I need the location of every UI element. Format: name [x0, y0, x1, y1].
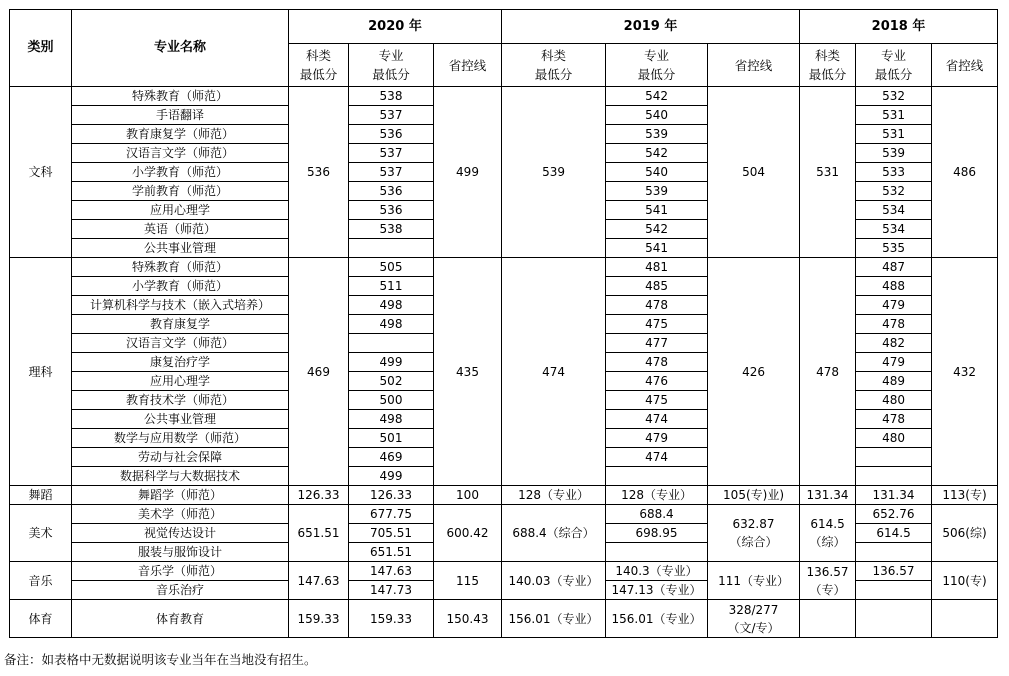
- major-name: 教育康复学: [72, 315, 289, 334]
- score-m2018: [856, 600, 932, 638]
- header-control-line-2019: 省控线: [708, 44, 800, 87]
- major-min-2019: 147.13（专业）: [606, 581, 708, 600]
- category-wenke: 文科: [10, 87, 72, 258]
- major-name: 公共事业管理: [72, 410, 289, 429]
- major-name: 应用心理学: [72, 201, 289, 220]
- major-name: 音乐学（师范）: [72, 562, 289, 581]
- major-min-2020: 147.63: [349, 562, 434, 581]
- major-min-2020: 651.51: [349, 543, 434, 562]
- score-c2019: 128（专业）: [502, 486, 606, 505]
- major-min-2020: 511: [349, 277, 434, 296]
- major-min-2019: 541: [606, 239, 708, 258]
- major-name: 特殊教育（师范）: [72, 87, 289, 106]
- major-name: 教育康复学（师范）: [72, 125, 289, 144]
- major-min-2020: 536: [349, 182, 434, 201]
- major-min-2018: 479: [856, 353, 932, 372]
- major-min-2019: 540: [606, 163, 708, 182]
- category-pe: 体育: [10, 600, 72, 638]
- major-min-2019: 542: [606, 87, 708, 106]
- major-min-2019: 478: [606, 296, 708, 315]
- major-min-2020: 538: [349, 87, 434, 106]
- header-control-line-2020: 省控线: [434, 44, 502, 87]
- score-k2018: 113(专): [932, 486, 998, 505]
- category-min-2019: 688.4（综合）: [502, 505, 606, 562]
- major-min-2020: 469: [349, 448, 434, 467]
- major-min-2019: 479: [606, 429, 708, 448]
- category-min-2018: 478: [800, 258, 856, 486]
- major-min-2019: 476: [606, 372, 708, 391]
- major-min-2018: 487: [856, 258, 932, 277]
- major-name: 劳动与社会保障: [72, 448, 289, 467]
- major-name: 特殊教育（师范）: [72, 258, 289, 277]
- major-min-2019: 477: [606, 334, 708, 353]
- major-min-2018: [856, 581, 932, 600]
- score-k2019: 328/277 （文/专）: [708, 600, 800, 638]
- major-min-2020: 538: [349, 220, 434, 239]
- major-min-2018: 531: [856, 125, 932, 144]
- major-min-2018: 482: [856, 334, 932, 353]
- major-min-2018: 534: [856, 220, 932, 239]
- control-line-2018: 432: [932, 258, 998, 486]
- category-min-2019: 474: [502, 258, 606, 486]
- footnote: 备注：如表格中无数据说明该专业当年在当地没有招生。: [4, 652, 317, 667]
- major-min-2020: 500: [349, 391, 434, 410]
- header-major-min-2018: 专业 最低分: [856, 44, 932, 87]
- major-min-2019: 475: [606, 391, 708, 410]
- major-min-2018: 535: [856, 239, 932, 258]
- score-c2018: 131.34: [800, 486, 856, 505]
- major-name: 体育教育: [72, 600, 289, 638]
- major-min-2019: 485: [606, 277, 708, 296]
- major-min-2019: 539: [606, 125, 708, 144]
- major-min-2018: [856, 467, 932, 486]
- major-name: 汉语言文学（师范）: [72, 144, 289, 163]
- control-line-2019: 426: [708, 258, 800, 486]
- table-row: [10, 562, 998, 581]
- major-min-2018: 478: [856, 410, 932, 429]
- major-name: 公共事业管理: [72, 239, 289, 258]
- major-min-2020: 537: [349, 144, 434, 163]
- major-name: 计算机科学与技术（嵌入式培养）: [72, 296, 289, 315]
- major-min-2020: 537: [349, 106, 434, 125]
- major-name: 汉语言文学（师范）: [72, 334, 289, 353]
- major-min-2019: 540: [606, 106, 708, 125]
- major-min-2019: 474: [606, 448, 708, 467]
- major-name: 康复治疗学: [72, 353, 289, 372]
- major-name: 手语翻译: [72, 106, 289, 125]
- score-k2020: 100: [434, 486, 502, 505]
- category-min-2020: 651.51: [289, 505, 349, 562]
- control-line-2020: 499: [434, 87, 502, 258]
- admission-score-table: [9, 9, 998, 638]
- major-name: 舞蹈学（师范）: [72, 486, 289, 505]
- major-min-2018: 479: [856, 296, 932, 315]
- score-k2020: 150.43: [434, 600, 502, 638]
- major-name: 学前教育（师范）: [72, 182, 289, 201]
- major-min-2018: 534: [856, 201, 932, 220]
- major-min-2019: 541: [606, 201, 708, 220]
- score-k2018: [932, 600, 998, 638]
- category-min-2019: 539: [502, 87, 606, 258]
- major-min-2018: [856, 543, 932, 562]
- major-min-2020: 498: [349, 410, 434, 429]
- major-min-2019: 698.95: [606, 524, 708, 543]
- category-dance: 舞蹈: [10, 486, 72, 505]
- major-min-2019: 475: [606, 315, 708, 334]
- major-min-2020: 536: [349, 201, 434, 220]
- major-min-2018: 539: [856, 144, 932, 163]
- major-min-2018: 488: [856, 277, 932, 296]
- category-min-2018: 614.5 （综）: [800, 505, 856, 562]
- score-c2018: [800, 600, 856, 638]
- header-control-line-2018: 省控线: [932, 44, 998, 87]
- major-min-2018: 478: [856, 315, 932, 334]
- header-category-min-2019: 科类 最低分: [502, 44, 606, 87]
- table-row: [10, 258, 998, 277]
- major-min-2019: 474: [606, 410, 708, 429]
- major-min-2018: 533: [856, 163, 932, 182]
- major-min-2020: [349, 239, 434, 258]
- control-line-2019: 111（专业）: [708, 562, 800, 600]
- major-min-2018: 652.76: [856, 505, 932, 524]
- major-min-2018: 614.5: [856, 524, 932, 543]
- major-min-2020: 498: [349, 296, 434, 315]
- score-m2018: 131.34: [856, 486, 932, 505]
- major-min-2018: 532: [856, 182, 932, 201]
- header-major: 专业名称: [72, 10, 289, 87]
- major-name: 美术学（师范）: [72, 505, 289, 524]
- major-min-2020: 677.75: [349, 505, 434, 524]
- category-min-2018: 531: [800, 87, 856, 258]
- header-year-2020: 2020 年: [289, 10, 502, 44]
- major-min-2020: 536: [349, 125, 434, 144]
- major-name: 数学与应用数学（师范）: [72, 429, 289, 448]
- control-line-2020: 115: [434, 562, 502, 600]
- major-min-2018: 480: [856, 429, 932, 448]
- major-min-2018: 480: [856, 391, 932, 410]
- header-year-2019: 2019 年: [502, 10, 800, 44]
- category-min-2020: 536: [289, 87, 349, 258]
- major-min-2019: [606, 543, 708, 562]
- score-m2020: 159.33: [349, 600, 434, 638]
- major-min-2019: 688.4: [606, 505, 708, 524]
- header-year-2018: 2018 年: [800, 10, 998, 44]
- major-min-2019: 542: [606, 144, 708, 163]
- major-min-2020: 501: [349, 429, 434, 448]
- major-min-2019: 140.3（专业）: [606, 562, 708, 581]
- category-min-2019: 140.03（专业）: [502, 562, 606, 600]
- score-c2020: 159.33: [289, 600, 349, 638]
- table-row: [10, 505, 998, 524]
- control-line-2018: 506(综): [932, 505, 998, 562]
- control-line-2018: 110(专): [932, 562, 998, 600]
- header-major-min-2019: 专业 最低分: [606, 44, 708, 87]
- major-min-2019: 539: [606, 182, 708, 201]
- major-min-2018: 136.57: [856, 562, 932, 581]
- header-major-min-2020: 专业 最低分: [349, 44, 434, 87]
- header-category-min-2020: 科类 最低分: [289, 44, 349, 87]
- category-min-2020: 147.63: [289, 562, 349, 600]
- score-c2019: 156.01（专业）: [502, 600, 606, 638]
- major-min-2020: 505: [349, 258, 434, 277]
- major-min-2019: 478: [606, 353, 708, 372]
- header-category-min-2018: 科类 最低分: [800, 44, 856, 87]
- major-min-2018: 489: [856, 372, 932, 391]
- category-min-2020: 469: [289, 258, 349, 486]
- major-min-2020: 499: [349, 467, 434, 486]
- major-min-2020: 705.51: [349, 524, 434, 543]
- table-row: [10, 600, 998, 638]
- major-min-2020: 498: [349, 315, 434, 334]
- major-name: 视觉传达设计: [72, 524, 289, 543]
- score-m2019: 128（专业）: [606, 486, 708, 505]
- control-line-2019: 504: [708, 87, 800, 258]
- control-line-2018: 486: [932, 87, 998, 258]
- score-m2020: 126.33: [349, 486, 434, 505]
- score-m2019: 156.01（专业）: [606, 600, 708, 638]
- major-name: 小学教育（师范）: [72, 277, 289, 296]
- major-name: 音乐治疗: [72, 581, 289, 600]
- major-min-2019: [606, 467, 708, 486]
- major-name: 英语（师范）: [72, 220, 289, 239]
- major-min-2018: 531: [856, 106, 932, 125]
- major-name: 小学教育（师范）: [72, 163, 289, 182]
- score-k2019: 105(专)业): [708, 486, 800, 505]
- score-c2020: 126.33: [289, 486, 349, 505]
- major-min-2018: [856, 448, 932, 467]
- control-line-2020: 435: [434, 258, 502, 486]
- major-name: 教育技术学（师范）: [72, 391, 289, 410]
- control-line-2020: 600.42: [434, 505, 502, 562]
- table-row: [10, 486, 998, 505]
- major-name: 数据科学与大数据技术: [72, 467, 289, 486]
- major-min-2020: 499: [349, 353, 434, 372]
- major-min-2019: 481: [606, 258, 708, 277]
- category-art: 美术: [10, 505, 72, 562]
- major-min-2020: 502: [349, 372, 434, 391]
- table-row: [10, 87, 998, 106]
- major-min-2018: 532: [856, 87, 932, 106]
- header-category: 类别: [10, 10, 72, 87]
- category-min-2018: 136.57 （专）: [800, 562, 856, 600]
- major-min-2020: 537: [349, 163, 434, 182]
- major-min-2019: 542: [606, 220, 708, 239]
- category-music: 音乐: [10, 562, 72, 600]
- category-like: 理科: [10, 258, 72, 486]
- major-name: 应用心理学: [72, 372, 289, 391]
- major-name: 服装与服饰设计: [72, 543, 289, 562]
- major-min-2020: [349, 334, 434, 353]
- major-min-2020: 147.73: [349, 581, 434, 600]
- control-line-2019: 632.87 （综合）: [708, 505, 800, 562]
